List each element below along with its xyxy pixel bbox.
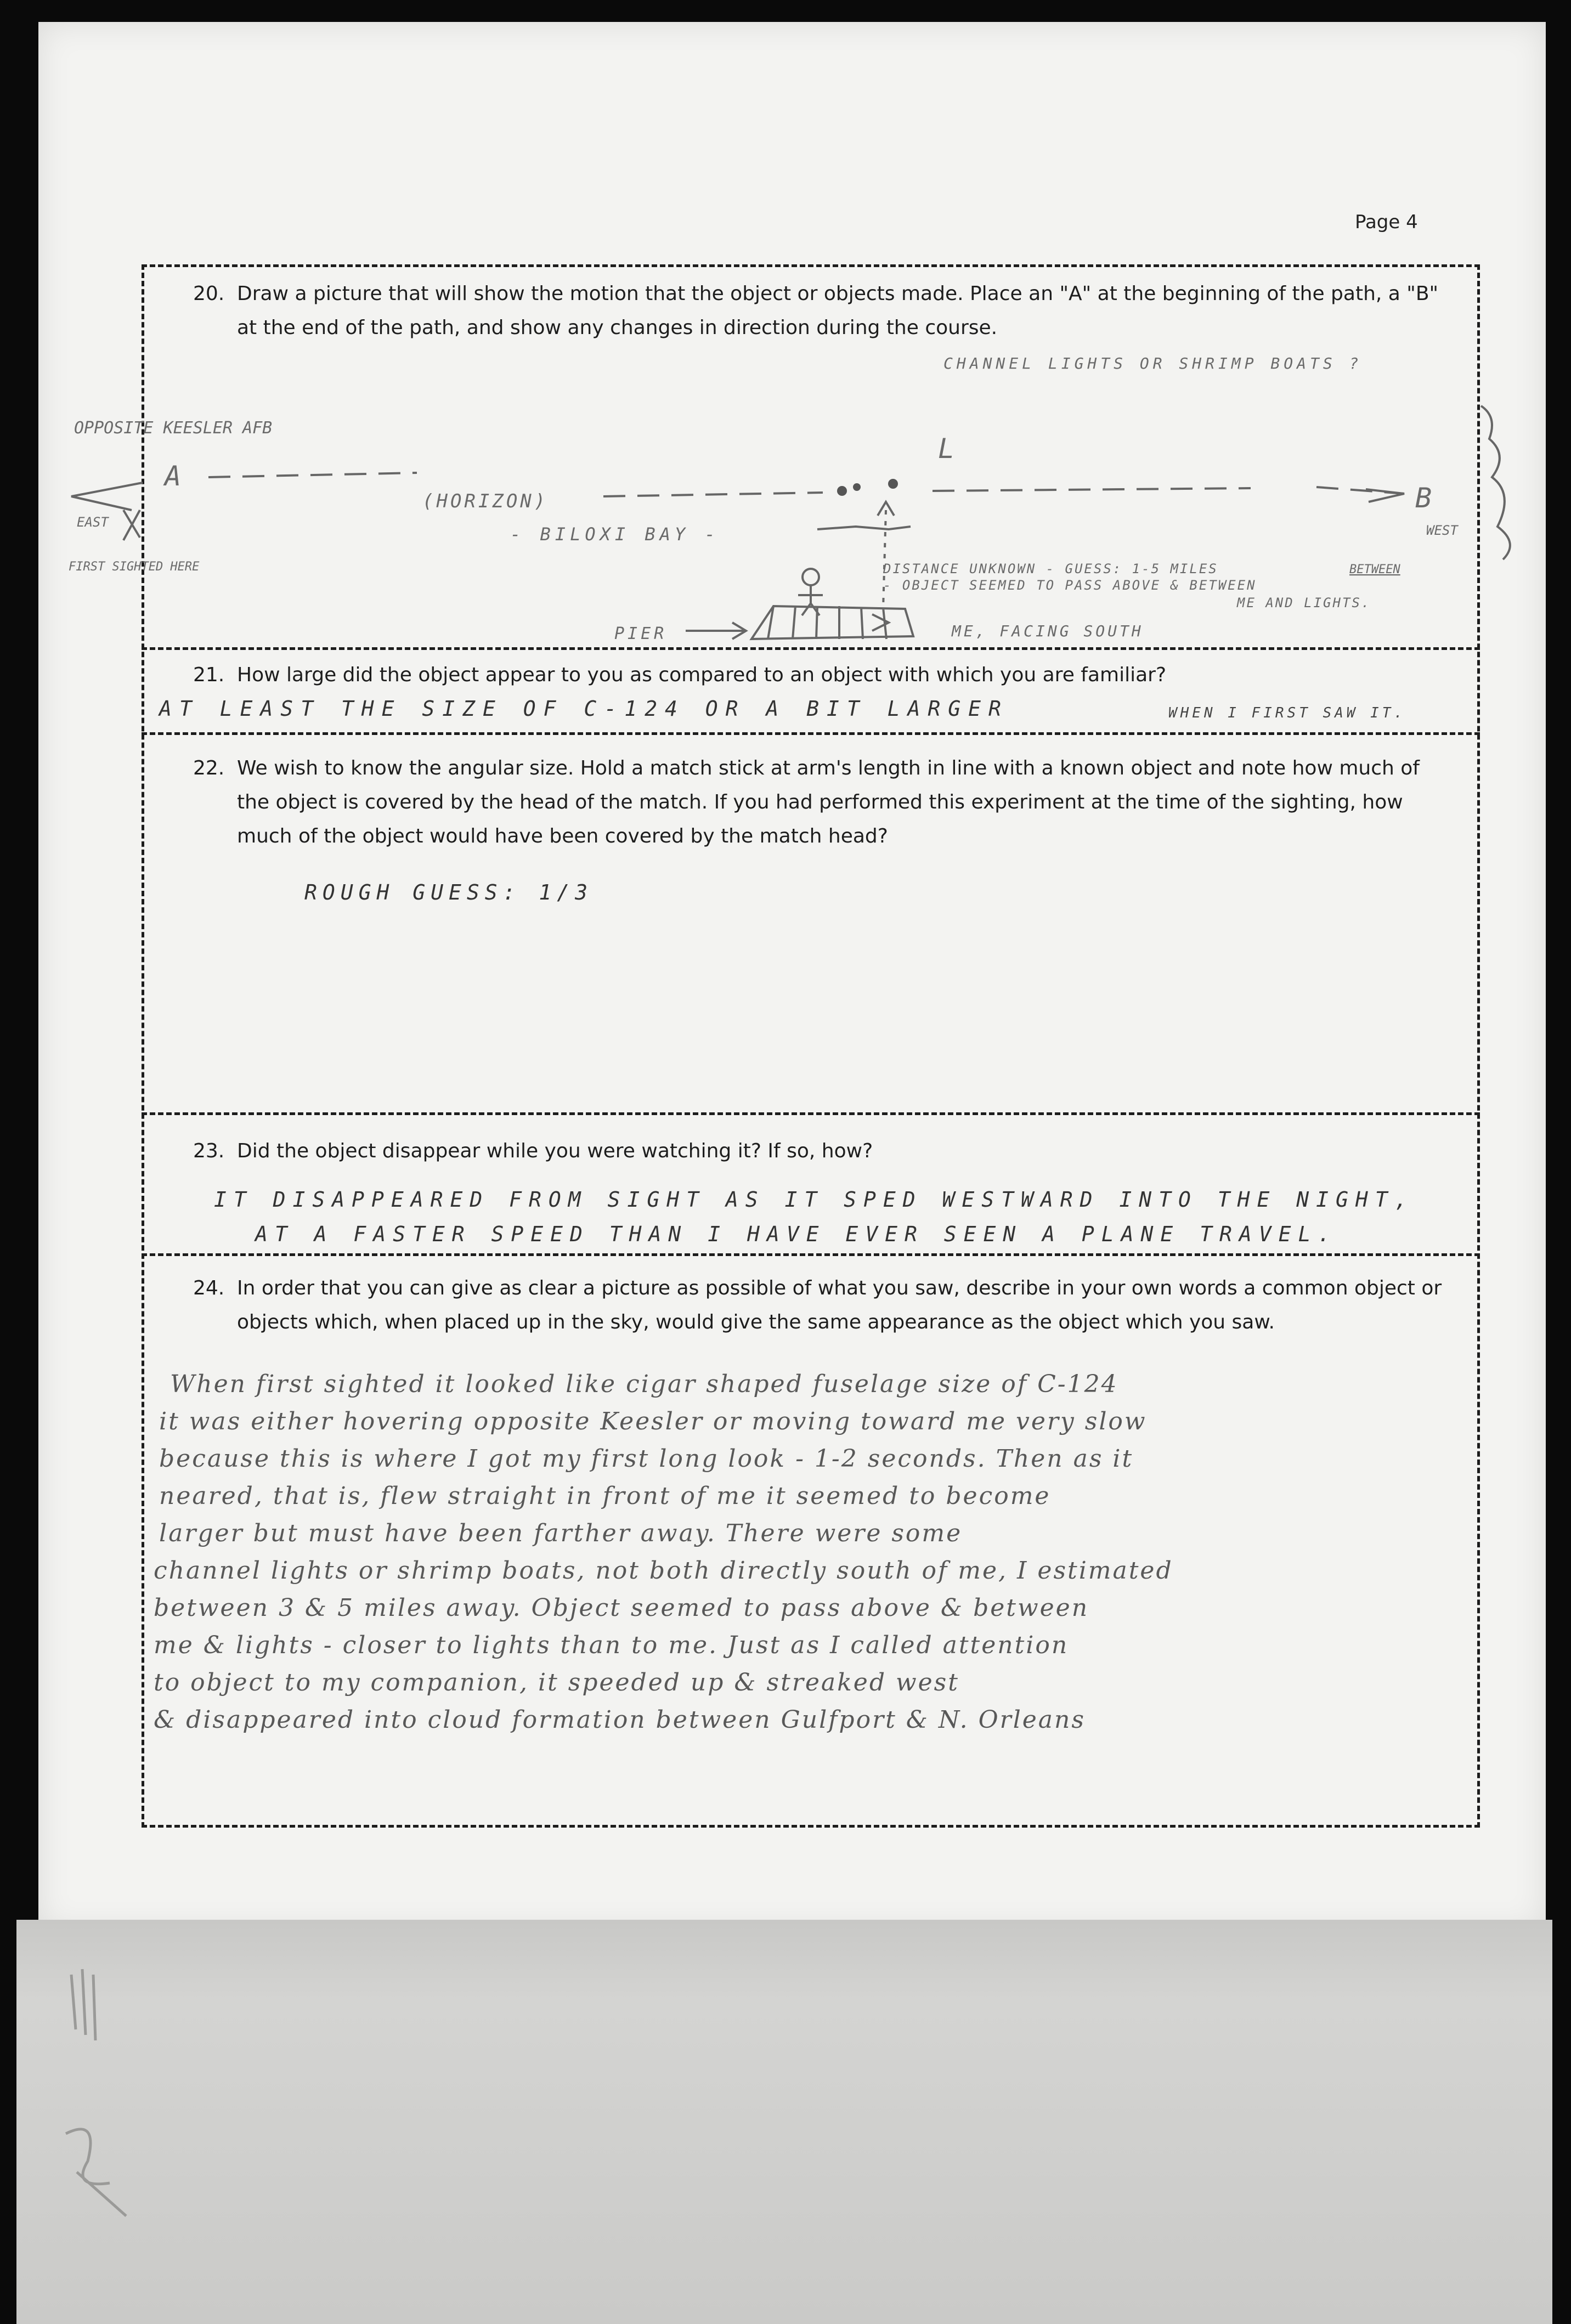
x-mark (123, 510, 140, 540)
label-object-passed: - OBJECT SEEMED TO PASS ABOVE & BETWEEN (883, 578, 1257, 593)
question-text: In order that you can give as clear a picture as possible of what you saw, describe in your own words a common object or objects which, when placed up in the sky, would give the same appearance as the object which you saw. (237, 1277, 1442, 1333)
question-number: 23. (193, 1140, 225, 1162)
answer-24-line-4: neared, that is, flew straight in front of me it seemed to become (159, 1482, 1051, 1510)
label-me-facing-south: ME, FACING SOUTH (952, 622, 1144, 640)
label-east: EAST (77, 514, 109, 530)
question-21 (193, 658, 1455, 692)
answer-24-line-2: it was either hovering opposite Keesler or moving toward me very slow (159, 1407, 1147, 1435)
label-pier: PIER (614, 624, 668, 643)
motion-sketch (55, 329, 1547, 658)
dotted-line (883, 510, 886, 609)
question-number: 21. (193, 664, 225, 686)
answer-23-line-2: AT A FASTER SPEED THAN I HAVE EVER SEEN A PLANE TRAVEL. (255, 1222, 1338, 1246)
question-number: 20. (193, 282, 225, 305)
answer-24-line-7: between 3 & 5 miles away. Object seemed to pass above & between (154, 1594, 1089, 1622)
question-text: We wish to know the angular size. Hold a match stick at arm's length in line with a known object and note how much of the object is covered by the head of the match. If you had performed this experiment at the time of the sighting, how much of the object would have been covered by the match head? (237, 757, 1420, 847)
answer-21: AT LEAST THE SIZE OF C-124 OR A BIT LARGER (159, 697, 1009, 721)
underlying-sheet (16, 1920, 1552, 2324)
answer-24-line-9: to object to my companion, it speeded up & streaked west (154, 1669, 959, 1697)
answer-23-line-1: IT DISAPPEARED FROM SIGHT AS IT SPED WESTWARD INTO THE NIGHT, (214, 1188, 1415, 1212)
question-text: Draw a picture that will show the motion that the object or objects made. Place an "A" at the beginning of the path, a "B" at the end of the path, and show any changes in direction during the course. (237, 282, 1439, 339)
answer-24-line-10: & disappeared into cloud formation between Gulfport & N. Orleans (154, 1706, 1086, 1734)
motion-path (208, 473, 1404, 496)
stick-figure-head (803, 569, 819, 585)
stick-figure-body (798, 586, 823, 615)
label-l: L (938, 433, 955, 465)
lights-icon (853, 483, 861, 491)
label-me-and-lights: ME AND LIGHTS. (1237, 595, 1371, 610)
divider-23-24 (142, 1253, 1480, 1256)
label-first-sighted: FIRST SIGHTED HERE (69, 560, 200, 574)
label-between: BETWEEN (1349, 563, 1400, 576)
bay-line (817, 527, 911, 529)
label-point-b: B (1415, 482, 1432, 514)
question-text: Did the object disappear while you were watching it? If so, how? (237, 1140, 873, 1162)
cloud-scribble-right (1481, 406, 1510, 559)
pier-arrow (686, 623, 746, 639)
lights-icon (837, 486, 847, 496)
label-channel-lights: CHANNEL LIGHTS OR SHRIMP BOATS ? (943, 354, 1363, 372)
question-23 (193, 1134, 1455, 1168)
answer-24-line-8: me & lights - closer to lights than to me. Just as I called attention (154, 1631, 1069, 1659)
answer-21-tail: WHEN I FIRST SAW IT. (1168, 705, 1406, 721)
label-biloxi-bay: - BILOXI BAY - (510, 524, 720, 545)
question-24 (193, 1271, 1455, 1339)
label-west: WEST (1426, 523, 1458, 538)
question-22 (193, 751, 1455, 853)
margin-scribble (49, 1953, 148, 2238)
answer-24-line-5: larger but must have been farther away. There were some (159, 1519, 963, 1547)
label-opposite-keesler: OPPOSITE KEESLER AFB (74, 419, 273, 438)
page-number: Page 4 (1355, 211, 1418, 233)
label-horizon: (HORIZON) (422, 490, 549, 512)
divider-21-22 (142, 732, 1480, 735)
arrow-west (71, 483, 143, 510)
divider-22-23 (142, 1112, 1480, 1115)
question-text: How large did the object appear to you as compared to an object with which you are familiar? (237, 664, 1167, 686)
answer-22: ROUGH GUESS: 1/3 (304, 880, 594, 904)
label-point-a: A (165, 460, 182, 492)
answer-24-line-6: channel lights or shrimp boats, not both directly south of me, I estimated (154, 1557, 1173, 1585)
answer-24-line-1: When first sighted it looked like cigar shaped fuselage size of C-124 (170, 1370, 1118, 1398)
question-number: 24. (193, 1277, 225, 1299)
label-distance: DISTANCE UNKNOWN - GUESS: 1-5 MILES (883, 561, 1218, 576)
lights-icon (888, 479, 898, 489)
question-number: 22. (193, 757, 225, 779)
answer-24-line-3: because this is where I got my first long look - 1-2 seconds. Then as it (159, 1445, 1134, 1473)
